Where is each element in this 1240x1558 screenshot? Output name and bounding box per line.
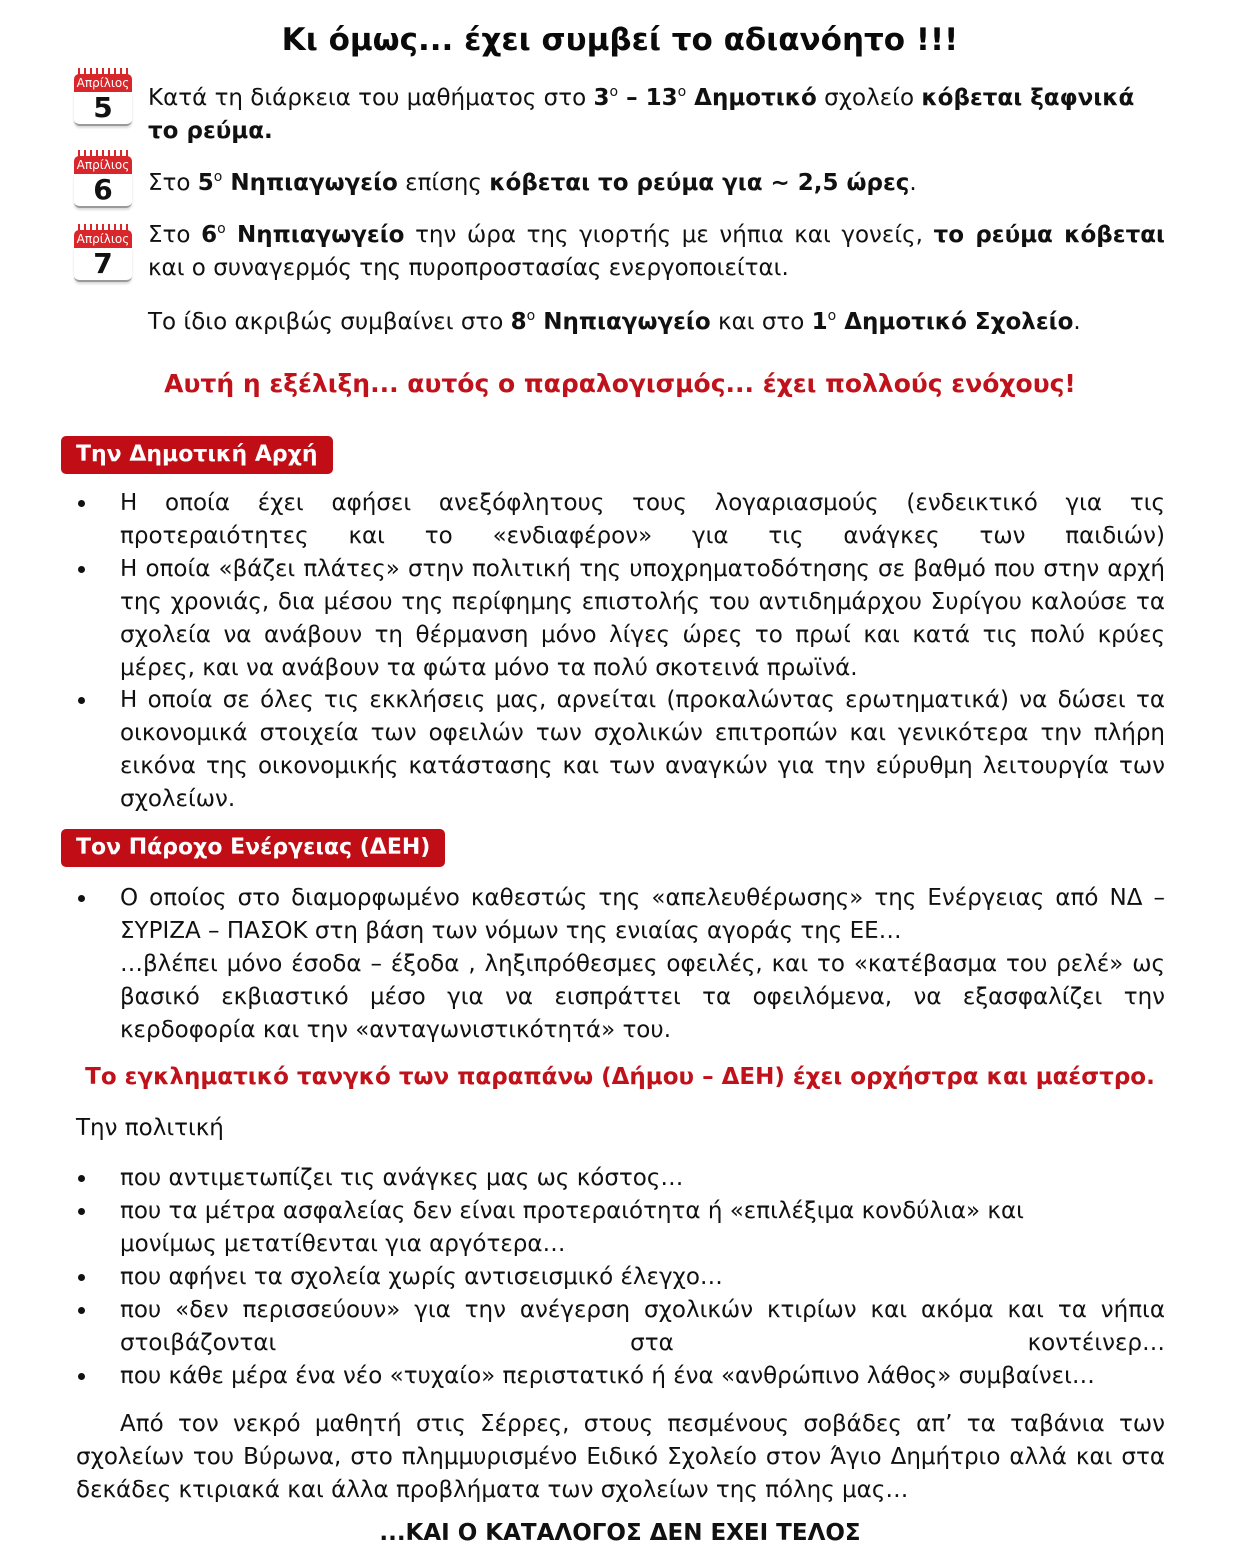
list-item: που κάθε μέρα ένα νέο «τυχαίο» περιστατικό ή ένα «ανθρώπινο λάθος» συμβαίνει… bbox=[120, 1363, 1095, 1389]
text: επίσης bbox=[397, 170, 490, 196]
bold-text: 8 bbox=[510, 309, 527, 335]
bold-text: Νηπιαγωγείο bbox=[225, 222, 405, 248]
closing-paragraph: Από τον νεκρό μαθητή στις Σέρρες, στους πεσμένους σοβάδες απ’ τα ταβάνια των σχολείων του Βύρωνα, στο πλημμυρισμένο Ειδικό Σχολείο στον Άγιο Δημήτριο αλλά και στα δεκάδες κτιριακά και άλλα προβλήματα των σχολείων της πόλης μας… bbox=[76, 1411, 1165, 1503]
final-line: ...ΚΑΙ Ο ΚΑΤΑΛΟΓΟΣ ΔΕΝ ΕΧΕΙ ΤΕΛΟΣ bbox=[379, 1520, 861, 1546]
section-badge-energy-provider: Τον Πάροχο Ενέργειας (ΔΕΗ) bbox=[61, 829, 445, 867]
list-item: που «δεν περισσεύουν» για την ανέγερση σχολικών κτιρίων και ακόμα και τα νήπια στοιβάζονται στα κοντέινερ… bbox=[120, 1297, 1165, 1356]
red-heading-culprits: Αυτή η εξέλιξη... αυτός ο παραλογισμός... έχει πολλούς ενόχους! bbox=[164, 369, 1076, 398]
text: σχολείο bbox=[816, 85, 922, 111]
calendar-day: 5 bbox=[74, 92, 132, 126]
bullet-icon bbox=[78, 1175, 85, 1182]
calendar-month: Απρίλιος bbox=[74, 74, 132, 92]
red-heading-tango: Το εγκληματικό τανγκό των παραπάνω (Δήμου – ΔΕΗ) έχει ορχήστρα και μαέστρο. bbox=[85, 1064, 1155, 1090]
calendar-month: Απρίλιος bbox=[74, 156, 132, 174]
list-item: Η οποία έχει αφήσει ανεξόφλητους τους λογαριασμούς (ενδεικτικό για τις προτεραιότητες και το «ενδιαφέρον» για τις ανάγκες των παιδιών) bbox=[120, 490, 1165, 549]
bold-text: 1 bbox=[811, 309, 828, 335]
superscript: ο bbox=[526, 308, 536, 324]
bold-text: Δημοτικό bbox=[686, 85, 817, 111]
bold-text: – 13 bbox=[618, 85, 678, 111]
bullet-icon bbox=[78, 1208, 85, 1215]
bullet-icon bbox=[78, 1373, 85, 1380]
event-paragraph-2 bbox=[148, 167, 1168, 200]
calendar-icon bbox=[74, 68, 132, 128]
text: Στο bbox=[148, 222, 202, 248]
superscript: ο bbox=[827, 308, 837, 324]
superscript: ο bbox=[217, 221, 226, 237]
calendar-icon bbox=[74, 150, 132, 210]
text: Στο bbox=[148, 170, 198, 196]
list-item: Ο οποίος στο διαμορφωμένο καθεστώς της «απελευθέρωσης» της Ενέργειας από ΝΔ – ΣΥΡΙΖΑ – ΠΑΣΟΚ στη βάση των νόμων της ενιαίας αγοράς της ΕΕ… bbox=[120, 885, 1165, 944]
calendar-month: Απρίλιος bbox=[74, 230, 132, 248]
text: και ο συναγερμός της πυροπροστασίας ενεργοποιείται. bbox=[148, 255, 789, 281]
text: . bbox=[1073, 309, 1081, 335]
text: και στο bbox=[710, 309, 812, 335]
bold-text: κόβεται το ρεύμα για ~ 2,5 ώρες bbox=[489, 170, 910, 196]
list-item: που αφήνει τα σχολεία χωρίς αντισεισμικό έλεγχο… bbox=[120, 1264, 723, 1290]
event-paragraph-1 bbox=[148, 82, 1148, 148]
list-item: που τα μέτρα ασφαλείας δεν είναι προτεραιότητα ή «επιλέξιμα κονδύλια» και μονίμως μετατίθενται για αργότερα… bbox=[120, 1198, 1024, 1257]
text: Το ίδιο ακριβώς συμβαίνει στο bbox=[148, 309, 511, 335]
bold-text: το ρεύμα κόβεται bbox=[933, 222, 1166, 248]
list-item: που αντιμετωπίζει τις ανάγκες μας ως κόστος… bbox=[120, 1165, 684, 1191]
bold-text: Νηπιαγωγείο bbox=[535, 309, 711, 335]
text: Κατά τη διάρκεια του μαθήματος στο bbox=[148, 85, 594, 111]
text: . bbox=[909, 170, 917, 196]
bold-text: 3 bbox=[593, 85, 610, 111]
calendar-day: 7 bbox=[74, 248, 132, 282]
bullet-icon bbox=[78, 697, 85, 704]
event-paragraph-4 bbox=[148, 306, 1178, 339]
bullet-icon bbox=[78, 895, 85, 902]
superscript: ο bbox=[609, 84, 619, 100]
bold-text: κόβεται ξαφνικά το ρεύμα. bbox=[148, 85, 1135, 144]
page-title: Κι όμως... έχει συμβεί το αδιανόητο !!! bbox=[281, 22, 959, 58]
bullet-icon bbox=[78, 500, 85, 507]
superscript: ο bbox=[213, 169, 223, 185]
bullet-icon bbox=[78, 1307, 85, 1314]
list-item: Η οποία «βάζει πλάτες» στην πολιτική της υποχρηματοδότησης σε βαθμό που στην αρχή της χρονιάς, δια μέσου της περίφημης επιστολής του αντιδημάρχου Συρίγου καλούσε τα σχολεία να ανάβουν τη θέρμανση μόνο λίγες ώρες το πρωί και κατά τις πολύ κρύες μέρες, και να ανάβουν τα φώτα μόνο τα πολύ σκοτεινά πρωϊνά. bbox=[120, 556, 1165, 681]
policy-intro: Την πολιτική bbox=[76, 1115, 224, 1141]
text: την ώρα της γιορτής με νήπια και γονείς, bbox=[404, 222, 934, 248]
list-item-continuation: …βλέπει μόνο έσοδα – έξοδα , ληξιπρόθεσμες οφειλές, και το «κατέβασμα του ρελέ» ως βασικό εκβιαστικό μέσο για να εισπράττει τα οφειλόμενα, να εξασφαλίζει την κερδοφορία και την «ανταγωνιστικότητά» του. bbox=[120, 951, 1165, 1043]
event-paragraph-3 bbox=[148, 219, 1165, 285]
calendar-icon bbox=[74, 224, 132, 284]
list-item: Η οποία σε όλες τις εκκλήσεις μας, αρνείται (προκαλώντας ερωτηματικά) να δώσει τα οικονομικά στοιχεία των οφειλών των σχολικών επιτροπών και γενικότερα την πλήρη εικόνα της οικονομικής κατάστασης και των αναγκών για την εύρυθμη λειτουργία των σχολείων. bbox=[120, 687, 1165, 812]
bold-text: Νηπιαγωγείο bbox=[222, 170, 398, 196]
bold-text: 6 bbox=[201, 222, 218, 248]
bullet-icon bbox=[78, 566, 85, 573]
section-badge-municipal-authority: Την Δημοτική Αρχή bbox=[61, 436, 333, 474]
superscript: ο bbox=[677, 84, 687, 100]
calendar-day: 6 bbox=[74, 174, 132, 208]
bullet-icon bbox=[78, 1274, 85, 1281]
bold-text: Δημοτικό Σχολείο bbox=[836, 309, 1074, 335]
bold-text: 5 bbox=[197, 170, 214, 196]
